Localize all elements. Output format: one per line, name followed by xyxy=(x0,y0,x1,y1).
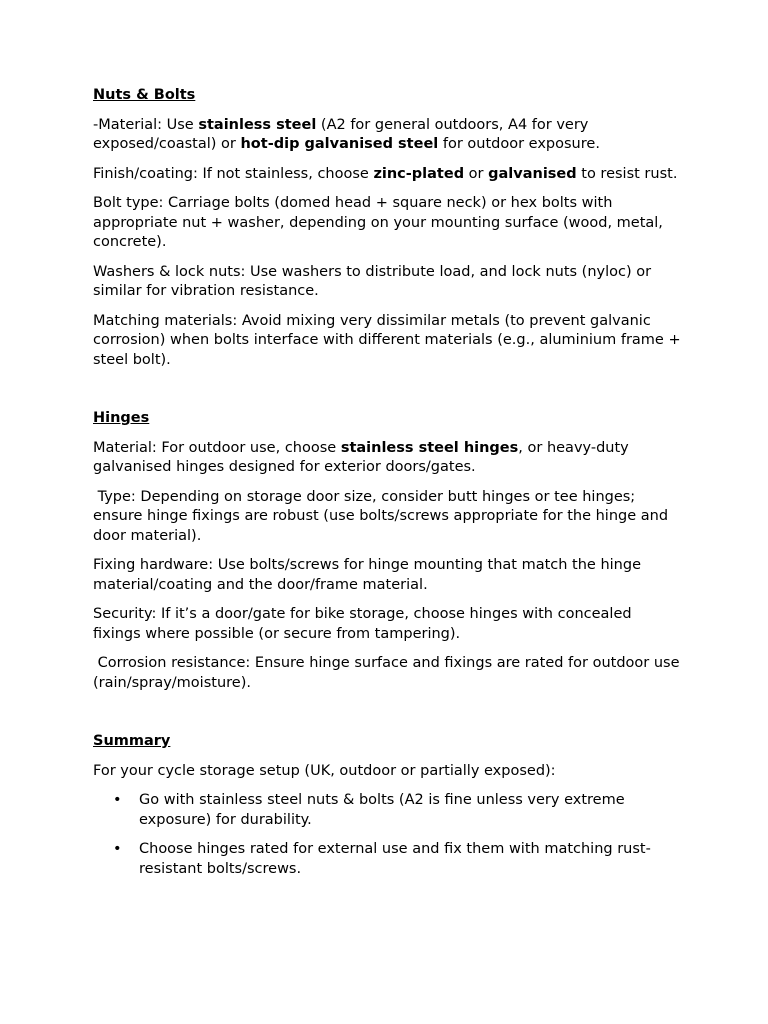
material-tail: for outdoor exposure. xyxy=(438,136,600,152)
finish-bold-galvanised: galvanised xyxy=(488,165,577,182)
hinges-material-lead: Material: For outdoor use, choose xyxy=(93,439,341,456)
summary-intro-paragraph: For your cycle storage setup (UK, outdoor or partially exposed): xyxy=(93,762,556,779)
nuts-bolts-washers-paragraph: Washers & lock nuts: Use washers to distribute load, and lock nuts (nyloc) or similar for vibration resistance. xyxy=(93,263,652,299)
list-item-text: Go with stainless steel nuts & bolts (A2 is fine unless very extreme exposure) for durability. xyxy=(139,792,625,828)
hinges-material-bold: stainless steel hinges xyxy=(340,439,519,456)
hinges-heading: Hinges xyxy=(93,410,150,426)
finish-lead: Finish/coating: If not stainless, choose xyxy=(93,165,374,182)
hinges-type-paragraph: Type: Depending on storage door size, consider butt hinges or tee hinges; ensure hinge fixings are robust (use bolts/screws appropriate for the hinge and door material). xyxy=(93,488,673,544)
material-bold-stainless: stainless steel xyxy=(198,116,317,133)
nuts-bolts-bolt-type-paragraph: Bolt type: Carriage bolts (domed head + square neck) or hex bolts with appropriate nut + washer, depending on your mounting surface (wood, metal, concrete). xyxy=(93,195,663,250)
list-item xyxy=(93,840,683,879)
material-bold-galvanised: hot-dip galvanised steel xyxy=(240,136,439,152)
hinges-material-tail: , or heavy-duty galvanised hinges designed for exterior doors/gates. xyxy=(93,439,629,475)
finish-mid: or xyxy=(464,165,489,182)
nuts-bolts-material-paragraph xyxy=(93,116,683,155)
section-spacer xyxy=(93,703,683,732)
nuts-bolts-matching-paragraph: Matching materials: Avoid mixing very dissimilar metals (to prevent galvanic corrosion) when bolts interface with different materials (e.g., aluminium frame + steel bolt). xyxy=(93,312,681,368)
document-page xyxy=(93,86,683,889)
nuts-bolts-finish-paragraph xyxy=(93,165,683,185)
material-mid: (A2 for general outdoors, A4 for very exposed/coastal) or xyxy=(93,116,589,152)
bullet-icon: • xyxy=(113,841,122,857)
finish-bold-zinc: zinc-plated xyxy=(373,165,465,182)
hinges-fixing-paragraph: Fixing hardware: Use bolts/screws for hinge mounting that match the hinge material/coating and the door/frame material. xyxy=(93,557,641,593)
finish-tail: to resist rust. xyxy=(576,165,678,182)
summary-heading: Summary xyxy=(93,733,171,749)
hinges-material-paragraph xyxy=(93,439,683,478)
hinges-corrosion-paragraph: Corrosion resistance: Ensure hinge surface and fixings are rated for outdoor use (rain/spray/moisture). xyxy=(93,655,685,691)
summary-bullet-list xyxy=(93,791,683,879)
list-item xyxy=(93,791,683,830)
list-item-text: Choose hinges rated for external use and fix them with matching rust-resistant bolts/screws. xyxy=(139,841,651,877)
section-spacer xyxy=(93,380,683,409)
material-lead: -Material: Use xyxy=(93,116,199,133)
bullet-icon: • xyxy=(113,792,122,808)
hinges-security-paragraph: Security: If it’s a door/gate for bike storage, choose hinges with concealed fixings where possible (or secure from tampering). xyxy=(93,606,632,642)
nuts-bolts-heading: Nuts & Bolts xyxy=(93,87,196,103)
